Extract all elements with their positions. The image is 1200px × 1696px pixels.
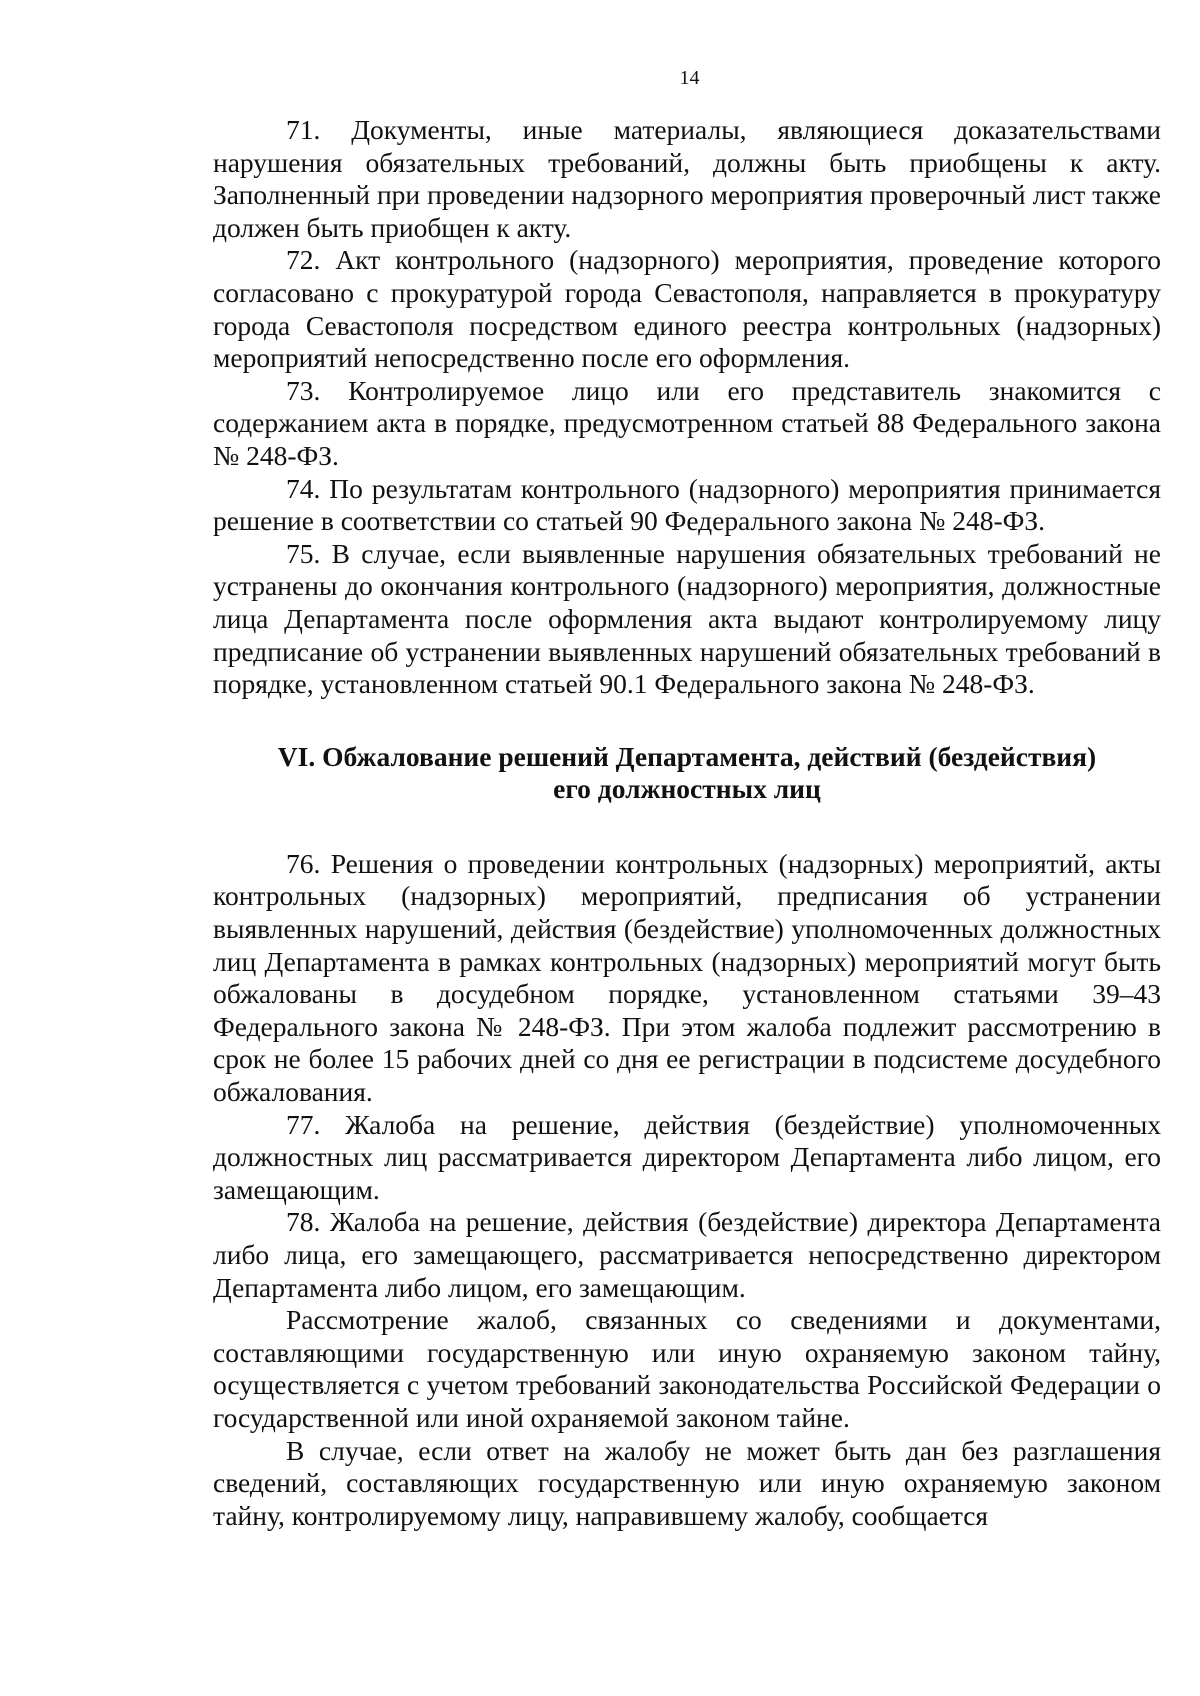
section-heading [213,741,1161,806]
paragraph-77: 77. Жалоба на решение, действия (бездействие) уполномоченных должностных лиц рассматривается директором Департамента либо лицом, его замещающим. [213,1108,1161,1205]
paragraph-75: 75. В случае, если выявленные нарушения обязательных требований не устранены до окончания контрольного (надзорного) мероприятия, должностные лица Департамента после оформления акта выдают контролируемому лицу предписание об устранении выявленных нарушений обязательных требований в порядке, установленном статьей 90.1 Федерального закона № 248-ФЗ. [213,537,1161,700]
paragraph-71: 71. Документы, иные материалы, являющиеся доказательствами нарушения обязательных требований, должны быть приобщены к акту. Заполненный при проведении надзорного мероприятия проверочный лист также должен быть приобщен к акту. [213,114,1161,243]
paragraph-76: 76. Решения о проведении контрольных (надзорных) мероприятий, акты контрольных (надзорных) мероприятий, предписания об устранении выявленных нарушений, действия (бездействие) уполномоченных должностных лиц Департамента в рамках контрольных (надзорных) мероприятий могут быть обжалованы в досудебном порядке, установленном статьями 39–43 Федерального закона № 248-ФЗ. При этом жалоба подлежит рассмотрению в срок не более 15 рабочих дней со дня ее регистрации в подсистеме досудебного обжалования. [213,847,1161,1108]
paragraph-secret-answer: В случае, если ответ на жалобу не может быть дан без разглашения сведений, составляющих государственную или иную охраняемую законом тайну, контролируемому лицу, направившему жалобу, сообщается [213,1434,1161,1531]
document-body [213,114,1161,1532]
paragraph-72: 72. Акт контрольного (надзорного) мероприятия, проведение которого согласовано с прокуратурой города Севастополя, направляется в прокуратуру города Севастополя посредством единого реестра контрольных (надзорных) мероприятий непосредственно после его оформления. [213,244,1161,374]
section-heading-line-1: VI. Обжалование решений Департамента, действий (бездействия) [277,740,1097,772]
page-number: 14 [679,67,700,89]
section-heading-line-2: его должностных лиц [553,773,821,805]
paragraph-74: 74. По результатам контрольного (надзорного) мероприятия принимается решение в соответствии со статьей 90 Федерального закона № 248-ФЗ. [213,472,1161,537]
paragraph-78: 78. Жалоба на решение, действия (бездействие) директора Департамента либо лица, его замещающего, рассматривается непосредственно директором Департамента либо лицом, его замещающим. [213,1206,1161,1303]
paragraph-73: 73. Контролируемое лицо или его представитель знакомится с содержанием акта в порядке, предусмотренном статьей 88 Федерального закона № 248-ФЗ. [213,374,1161,471]
paragraph-secret-review: Рассмотрение жалоб, связанных со сведениями и документами, составляющими государственную или иную охраняемую законом тайну, осуществляется с учетом требований законодательства Российской Федерации о государственной или иной охраняемой законом тайне. [213,1304,1161,1433]
